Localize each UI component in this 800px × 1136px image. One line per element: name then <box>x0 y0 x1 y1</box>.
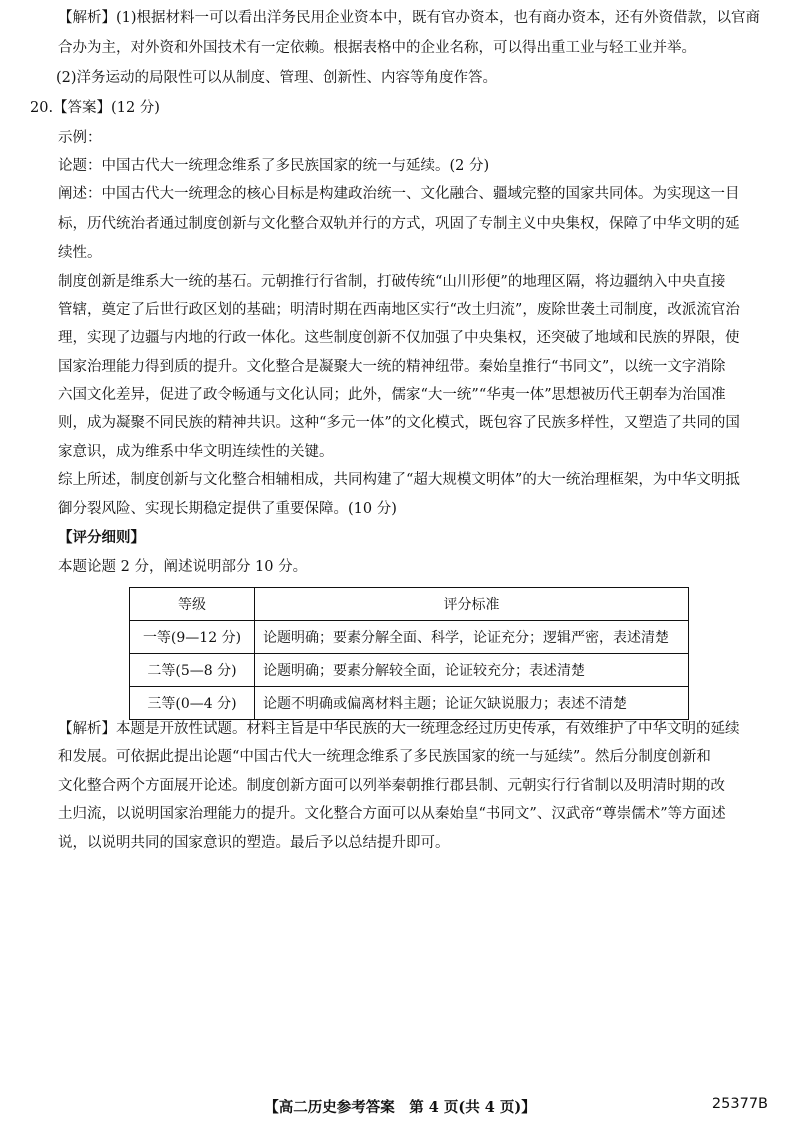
exposition-line-7: 国家治理能力得到质的提升。文化整合是凝聚大一统的精神纽带。秦始皇推行“书同文”，以统一文字消除 <box>58 359 726 375</box>
criteria-cell: 论题明确；要素分解较全面，论证较充分；表述清楚 <box>255 654 689 687</box>
exposition-line-2: 标，历代统治者通过制度创新与文化整合双轨并行的方式，巩固了专制主义中央集权，保障了中华文明的延 <box>58 216 740 232</box>
grading-summary: 本题论题 2 分，阐述说明部分 10 分。 <box>58 559 308 575</box>
grade-cell: 三等(0—4 分) <box>130 687 255 720</box>
analysis-line-3: (2)洋务运动的局限性可以从制度、管理、创新性、内容等角度作答。 <box>56 70 498 86</box>
criteria-cell: 论题明确；要素分解全面、科学，论证充分；逻辑严密，表述清楚 <box>255 621 689 654</box>
exposition-line-1: 阐述：中国古代大一统理念的核心目标是构建政治统一、文化融合、疆域完整的国家共同体。为实现这一目 <box>58 186 740 202</box>
example-label: 示例： <box>58 130 102 146</box>
explanation-line-1: 【解析】本题是开放性试题。材料主旨是中华民族的大一统理念经过历史传承，有效维护了中华文明的延续 <box>58 721 740 737</box>
grade-cell: 二等(5—8 分) <box>130 654 255 687</box>
page-footer: 【高二历史参考答案 第 4 页(共 4 页)】 <box>264 1099 536 1116</box>
exposition-line-5: 管辖，奠定了后世行政区划的基础；明清时期在西南地区实行“改土归流”，废除世袭土司制度，改派流官治 <box>58 302 740 318</box>
exposition-line-9: 则，成为凝聚不同民族的精神共识。这种“多元一体”的文化模式，既包容了民族多样性，又塑造了共同的国 <box>58 415 740 431</box>
table-header: 评分标准 <box>255 588 689 621</box>
explanation-line-3: 文化整合两个方面展开论述。制度创新方面可以列举秦朝推行郡县制、元朝实行行省制以及明清时期的改 <box>58 778 725 794</box>
grading-rules-heading: 【评分细则】 <box>58 529 145 546</box>
question-20-heading: 20.【答案】(12 分) <box>30 100 160 116</box>
grading-table <box>129 587 689 720</box>
thesis-line: 论题：中国古代大一统理念维系了多民族国家的统一与延续。(2 分) <box>58 158 490 174</box>
conclusion-line-1: 综上所述，制度创新与文化整合相辅相成，共同构建了“超大规模文明体”的大一统治理框架，为中华文明抵 <box>58 472 740 488</box>
analysis-line-1: 【解析】(1)根据材料一可以看出洋务民用企业资本中，既有官办资本，也有商办资本，还有外资借款，以官商 <box>58 10 761 26</box>
explanation-line-2: 和发展。可依据此提出论题“中国古代大一统理念维系了多民族国家的统一与延续”。然后分制度创新和 <box>58 749 711 765</box>
explanation-line-4: 土归流，以说明国家治理能力的提升。文化整合方面可以从秦始皇“书同文”、汉武帝“尊崇儒术”等方面述 <box>58 806 726 822</box>
exposition-line-8: 六国文化差异，促进了政令畅通与文化认同；此外，儒家“大一统”“华夷一体”思想被历代王朝奉为治国准 <box>58 387 726 403</box>
criteria-cell: 论题不明确或偏离材料主题；论证欠缺说服力；表述不清楚 <box>255 687 689 720</box>
table-row <box>130 654 689 687</box>
table-row <box>130 621 689 654</box>
exposition-line-6: 理，实现了边疆与内地的行政一体化。这些制度创新不仅加强了中央集权，还突破了地域和民族的界限，使 <box>58 330 740 346</box>
analysis-line-2: 合办为主，对外资和外国技术有一定依赖。根据表格中的企业名称，可以得出重工业与轻工业并举。 <box>58 40 696 56</box>
explanation-line-5: 说，以说明共同的国家意识的塑造。最后予以总结提升即可。 <box>58 835 450 851</box>
grade-cell: 一等(9—12 分) <box>130 621 255 654</box>
exposition-line-3: 续性。 <box>58 245 102 261</box>
exposition-line-4: 制度创新是维系大一统的基石。元朝推行行省制，打破传统“山川形便”的地理区隔，将边疆纳入中央直接 <box>58 274 726 290</box>
exposition-line-10: 家意识，成为维系中华文明连续性的关键。 <box>58 444 334 460</box>
table-row <box>130 687 689 720</box>
table-header-row <box>130 588 689 621</box>
table-header: 等级 <box>130 588 255 621</box>
document-code: 25377B <box>711 1096 768 1112</box>
conclusion-line-2: 御分裂风险、实现长期稳定提供了重要保障。(10 分) <box>58 501 397 517</box>
